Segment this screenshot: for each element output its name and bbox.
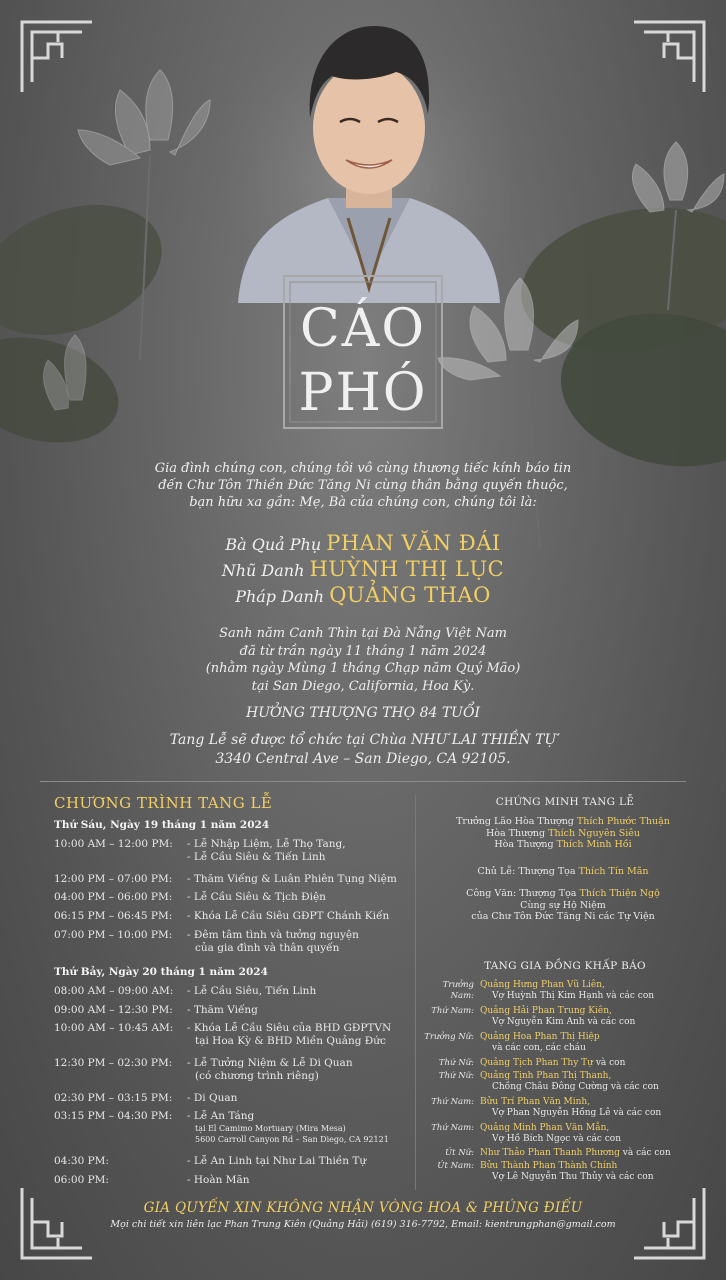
no-flowers-notice: GIA QUYẾN XIN KHÔNG NHẬN VÒNG HOA & PHÚNG ĐIẾU	[143, 1200, 583, 1216]
corner-ornament-top-right	[630, 18, 708, 96]
schedule-time: 06:00 PM:	[54, 1174, 109, 1186]
schedule-desc: - Lễ Tưởng Niệm & Lễ Di Quan	[187, 1057, 353, 1069]
schedule-desc: - Lễ Nhập Liệm, Lễ Thọ Tang,	[187, 838, 346, 850]
bio-line: đã từ trần ngày 11 tháng 1 năm 2024	[239, 643, 487, 659]
name-prefix: Pháp Danh	[235, 587, 330, 606]
name-prefix: Nhũ Danh	[221, 561, 310, 580]
family-relation: Út Nữ:	[444, 1148, 474, 1158]
schedule-time: 06:15 PM – 06:45 PM:	[54, 910, 173, 922]
monk-rank: Trưởng Lão Hòa Thượng	[456, 816, 577, 827]
venue-info	[60, 731, 666, 769]
chung-minh-title: CHỨNG MINH TANG LỄ	[495, 796, 635, 808]
schedule-time: 04:00 PM – 06:00 PM:	[54, 891, 173, 903]
family-relation: Thứ Nam:	[431, 1123, 474, 1133]
schedule-desc: - Thăm Viếng	[187, 1004, 258, 1016]
schedule-time: 09:00 AM – 12:30 PM:	[54, 1004, 173, 1016]
bio-line: tại San Diego, California, Hoa Kỳ.	[251, 678, 475, 694]
maiden-name-line	[60, 557, 666, 581]
chu-le	[418, 866, 708, 878]
schedule-desc: - Lễ An Táng	[187, 1110, 255, 1122]
family-name: Quảng Hải Phan Trung Kiên,	[480, 1006, 612, 1016]
dharma-name-line	[60, 583, 666, 607]
schedule-time: 07:00 PM – 10:00 PM:	[54, 929, 173, 941]
family-relation: Thứ Nam:	[431, 1097, 474, 1107]
family-spouse: và các con, các cháu	[492, 1043, 586, 1054]
name-prefix: Bà Quả Phụ	[225, 535, 327, 554]
schedule-desc: - Di Quan	[187, 1092, 238, 1104]
family-relation: Út Nam:	[437, 1161, 474, 1171]
schedule-time: 12:30 PM – 02:30 PM:	[54, 1057, 173, 1069]
portrait-photo	[228, 18, 510, 303]
schedule-time: 12:00 PM – 07:00 PM:	[54, 873, 173, 885]
schedule-desc: - Lễ Cầu Siêu & Tiến Linh	[187, 851, 326, 863]
family-spouse: Vợ Huỳnh Thị Kim Hạnh và các con	[492, 991, 655, 1002]
family-relation: Trưởng Nam:	[442, 980, 474, 1002]
schedule-desc: - Đêm tâm tình và tưởng nguyện	[187, 929, 359, 941]
family-name: Bửu Thành Phan Thành Chính	[480, 1161, 618, 1171]
chu-le-label: Chủ Lễ: Thượng Tọa	[477, 866, 579, 877]
schedule-desc: của gia đình và thân quyến	[195, 942, 340, 954]
day2-heading: Thứ Bảy, Ngày 20 tháng 1 năm 2024	[54, 966, 268, 978]
family-spouse: Vợ Lê Nguyễn Thu Thủy và các con	[492, 1172, 654, 1183]
family-spouse: Vợ Phan Nguyễn Hồng Lê và các con	[492, 1108, 662, 1119]
cao-pho-title-block	[278, 272, 448, 432]
temple-name: NHƯ LAI THIỀN TỰ	[411, 732, 557, 748]
family-spouse: và các con	[619, 1148, 671, 1158]
age-line: HƯỞNG THƯỢNG THỌ 84 TUỔI	[246, 705, 480, 721]
family-name: Quảng Hoa Phan Thị Hiệp	[480, 1032, 600, 1042]
cong-van-label: Công Văn: Thượng Tọa	[466, 888, 580, 899]
monk-name: Thích Nguyên Siêu	[548, 827, 641, 839]
schedule-time: 10:00 AM – 10:45 AM:	[54, 1022, 174, 1034]
bio-line: Sanh năm Canh Thìn tại Đà Nẵng Việt Nam	[219, 626, 507, 641]
intro-line: đến Chư Tôn Thiền Đức Tăng Ni cùng thân bằng quyến thuộc,	[158, 478, 568, 493]
contact-info: Mọi chi tiết xin liên lạc Phan Trung Kiên (Quảng Hải) (619) 316-7792, Email: kientrungphan@gmail.com	[110, 1219, 616, 1230]
schedule-venue: tại El Camimo Mortuary (Mira Mesa)	[195, 1124, 346, 1133]
family-name: Như Thảo Phan Thanh Phương	[480, 1148, 620, 1158]
schedule-time: 08:00 AM – 09:00 AM:	[54, 985, 174, 997]
schedule-time: 10:00 AM – 12:00 PM:	[54, 838, 173, 850]
schedule-time: 02:30 PM – 03:15 PM:	[54, 1092, 173, 1104]
intro-line: Gia đình chúng con, chúng tôi vô cùng thương tiếc kính báo tin	[154, 461, 572, 476]
cong-van	[418, 888, 708, 923]
program-title: CHƯƠNG TRÌNH TANG LỄ	[54, 794, 273, 812]
schedule-desc: - Lễ Cầu Siêu & Tịch Điện	[187, 891, 326, 903]
bio-line: (nhằm ngày Mùng 1 tháng Chạp năm Quý Mão)	[205, 661, 521, 676]
deceased-name: PHAN VĂN ĐÁI	[326, 531, 501, 555]
intro-text	[90, 460, 636, 511]
cong-van-name: Thích Thiện Ngộ	[579, 888, 660, 899]
family-name: Quảng Tịch Phan Thy Tự	[480, 1058, 593, 1068]
maiden-name: HUỲNH THỊ LỤC	[309, 557, 505, 581]
schedule-time: 03:15 PM – 04:30 PM:	[54, 1110, 173, 1122]
schedule-desc: - Lễ An Linh tại Như Lai Thiền Tự	[187, 1155, 367, 1167]
deceased-name-line	[60, 531, 666, 555]
section-divider	[40, 781, 686, 782]
intro-line: bạn hữu xa gần: Mẹ, Bà của chúng con, chúng tôi là:	[189, 495, 537, 510]
cong-van-line: của Chư Tôn Đức Tăng Ni các Tự Viện	[471, 911, 655, 923]
chu-le-name: Thích Tín Mãn	[578, 866, 649, 877]
schedule-desc: - Khóa Lễ Cầu Siêu GĐPT Chánh Kiến	[187, 910, 390, 922]
family-relation: Trưởng Nữ:	[424, 1032, 474, 1042]
family-relation: Thứ Nữ:	[438, 1058, 474, 1068]
venue-prefix: Tang Lễ sẽ được tổ chức tại Chùa	[169, 732, 412, 748]
venue-address: 3340 Central Ave – San Diego, CA 92105.	[215, 751, 511, 767]
title-line-1: CÁO	[300, 299, 426, 359]
chung-minh-monks	[418, 816, 708, 851]
family-name: Quảng Tịnh Phan Thị Thanh,	[480, 1071, 612, 1081]
cong-van-line: Cùng sự Hộ Niệm	[520, 899, 606, 911]
day1-heading: Thứ Sáu, Ngày 19 tháng 1 năm 2024	[54, 819, 270, 831]
family-name: Quảng Hưng Phan Vũ Liên,	[480, 980, 605, 990]
family-relation: Thứ Nữ:	[438, 1071, 474, 1081]
family-spouse: Vợ Hồ Bích Ngọc và các con	[492, 1134, 622, 1145]
dharma-name: QUẢNG THAO	[329, 583, 491, 607]
family-spouse: và con	[592, 1058, 626, 1068]
schedule-desc: - Khóa Lễ Cầu Siêu của BHD GĐPTVN	[187, 1022, 392, 1034]
family-spouse: Chồng Châu Đông Cường và các con	[492, 1082, 659, 1093]
schedule-time: 04:30 PM:	[54, 1155, 109, 1167]
schedule-desc: tại Hoa Kỳ & BHD Miền Quảng Đức	[195, 1035, 386, 1047]
schedule-venue: 5600 Carroll Canyon Rd – San Diego, CA 92121	[195, 1135, 389, 1144]
family-name: Quảng Minh Phan Văn Mẫn,	[480, 1123, 610, 1133]
family-spouse: Vợ Nguyễn Kim Anh và các con	[492, 1017, 636, 1028]
family-relation: Thứ Nam:	[431, 1006, 474, 1016]
family-name: Bửu Trí Phan Văn Minh,	[480, 1097, 591, 1107]
monk-name: Thích Phước Thuận	[576, 816, 670, 827]
monk-rank: Hòa Thượng	[485, 827, 549, 839]
monk-name: Thích Minh Hồi	[556, 839, 632, 851]
column-divider	[415, 795, 416, 1190]
schedule-desc: - Lễ Cầu Siêu, Tiến Linh	[187, 985, 317, 997]
schedule-desc: - Thăm Viếng & Luân Phiên Tụng Niệm	[187, 873, 397, 885]
lotus-decoration-left	[0, 60, 250, 480]
family-title: TANG GIA ĐỒNG KHẤP BÁO	[484, 960, 646, 972]
monk-rank: Hòa Thượng	[494, 839, 557, 851]
title-line-2: PHÓ	[298, 363, 428, 423]
bio-text	[60, 625, 666, 695]
schedule-desc: (có chương trình riêng)	[195, 1070, 319, 1082]
schedule-desc: - Hoàn Mãn	[187, 1174, 250, 1186]
